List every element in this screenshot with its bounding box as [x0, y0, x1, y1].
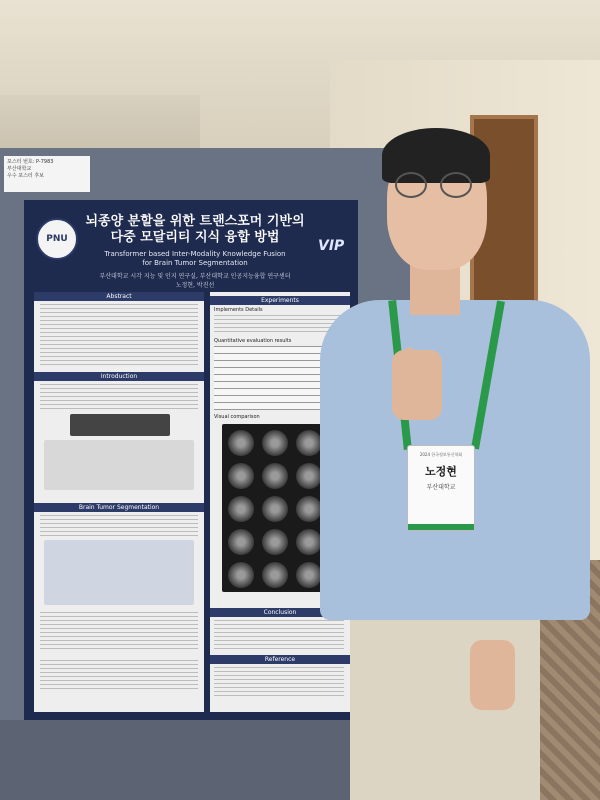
- mri-slice: [228, 496, 254, 522]
- knowledge-transfer-text: [40, 612, 198, 652]
- title-ko-line-2: 다중 모달리티 지식 융합 방법: [110, 230, 280, 246]
- poster-title-korean: [80, 214, 310, 247]
- authors-text: 노정현, 박진선: [175, 282, 215, 289]
- implementation-text: [214, 315, 344, 335]
- abstract-text: [40, 304, 198, 366]
- person-hair: [382, 128, 490, 183]
- mri-slice: [262, 562, 288, 588]
- conclusion-text: [214, 620, 344, 650]
- poster-title-english: [80, 250, 310, 268]
- visual-heading: Visual comparison: [214, 414, 260, 420]
- glasses-icon: [395, 172, 427, 198]
- affiliation-text: 부산대학교 시각 지능 및 인지 연구실, 부산대학교 인공지능융합 연구센터: [99, 273, 291, 280]
- network-architecture-text: [40, 515, 198, 537]
- mri-slice: [296, 529, 322, 555]
- lab-logo: VIP: [318, 238, 345, 254]
- fusion-text: [40, 660, 198, 690]
- title-en-line-2: for Brain Tumor Segmentation: [142, 259, 248, 268]
- name-badge: [407, 445, 475, 531]
- conclusion-heading: Conclusion: [210, 608, 350, 617]
- mri-slice: [228, 463, 254, 489]
- mri-slice: [296, 430, 322, 456]
- person-hand: [470, 640, 515, 710]
- sticker-line-1: 포스터 번호: P-7983: [7, 159, 54, 165]
- mri-slice: [296, 562, 322, 588]
- reference-heading: Reference: [210, 655, 350, 664]
- network-architecture-figure: [44, 540, 194, 605]
- mri-slice: [296, 496, 322, 522]
- sticker-line-2: 부산대학교: [7, 166, 32, 172]
- university-logo: PNU: [36, 218, 78, 260]
- introduction-figure: [70, 414, 170, 436]
- mri-slice: [262, 463, 288, 489]
- introduction-text: [40, 384, 198, 410]
- mri-slice: [262, 430, 288, 456]
- poster-number-sticker: [4, 156, 90, 192]
- introduction-heading: Introduction: [34, 372, 204, 381]
- poster-affiliation: [60, 272, 330, 290]
- mri-slice: [228, 562, 254, 588]
- left-wall: [0, 95, 200, 155]
- sticker-line-3: 우수 포스터 후보: [7, 173, 44, 179]
- mri-slice: [262, 496, 288, 522]
- badge-organization: 부산대학교: [426, 484, 456, 492]
- abstract-heading: Abstract: [34, 292, 204, 301]
- mri-slice: [296, 463, 322, 489]
- reference-text: [214, 667, 344, 697]
- implementation-heading: Implements Details: [214, 307, 263, 313]
- poster-board-lower: [0, 720, 360, 800]
- person-neck: [410, 265, 460, 315]
- quantitative-heading: Quantitative evaluation results: [214, 338, 292, 344]
- experiments-heading: Experiments: [210, 296, 350, 305]
- mri-slice: [262, 529, 288, 555]
- title-en-line-1: Transformer based Inter-Modality Knowledge Fusion: [104, 250, 286, 258]
- mri-slice: [228, 529, 254, 555]
- mri-slice: [228, 430, 254, 456]
- title-ko-line-1: 뇌종양 분할을 위한 트랜스포머 기반의: [85, 214, 305, 229]
- training-diagram: [44, 440, 194, 490]
- badge-event: 2024 한국정보통신학회: [419, 452, 463, 457]
- brain-tumor-segmentation-heading: Brain Tumor Segmentation: [34, 503, 204, 512]
- glasses-icon: [440, 172, 472, 198]
- badge-name: 노정현: [425, 465, 457, 479]
- badge-strip: [408, 524, 474, 530]
